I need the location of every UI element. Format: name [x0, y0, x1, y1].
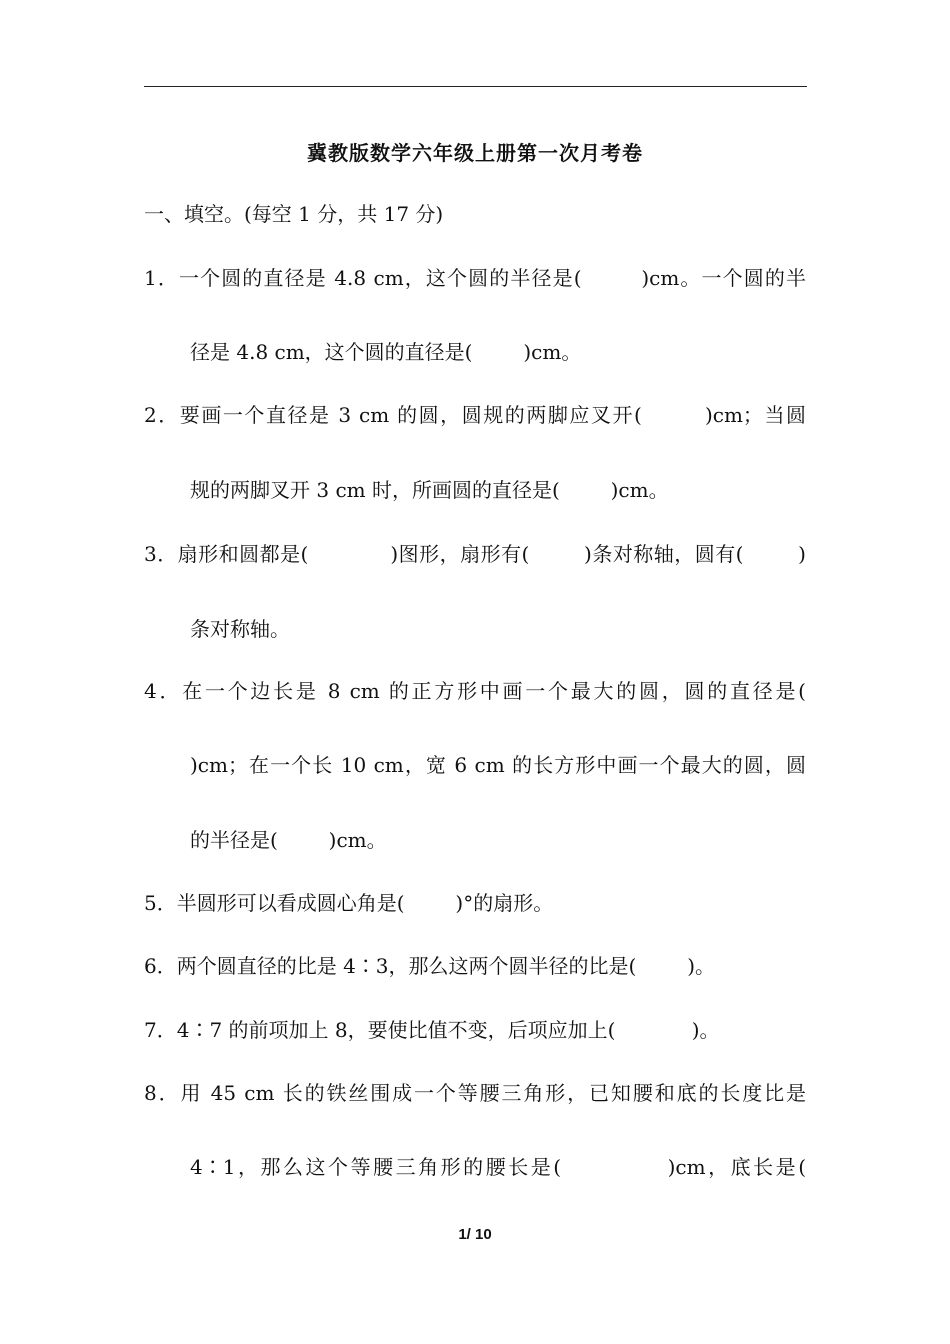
question-2-line-1: 2．要画一个直径是 3 cm 的圆，圆规的两脚应叉开( )cm；当圆: [144, 403, 806, 427]
question-4-line-1: 4．在一个边长是 8 cm 的正方形中画一个最大的圆，圆的直径是(: [144, 679, 806, 703]
question-4-line-3: 的半径是( )cm。: [190, 828, 387, 852]
page-title: 冀教版数学六年级上册第一次月考卷: [307, 141, 643, 165]
section-heading: 一、填空。(每空 1 分，共 17 分): [144, 202, 444, 226]
question-2-line-2: 规的两脚叉开 3 cm 时，所画圆的直径是( )cm。: [190, 478, 669, 502]
question-1-line-2: 径是 4.8 cm，这个圆的直径是( )cm。: [190, 340, 582, 364]
header-rule: [144, 86, 807, 87]
question-1-line-1: 1．一个圆的直径是 4.8 cm，这个圆的半径是( )cm。一个圆的半: [144, 266, 806, 290]
question-4-line-2: )cm；在一个长 10 cm，宽 6 cm 的长方形中画一个最大的圆，圆: [190, 753, 806, 777]
question-5: 5．半圆形可以看成圆心角是( )°的扇形。: [144, 891, 554, 915]
question-8-line-2: 4∶1，那么这个等腰三角形的腰长是( )cm，底长是(: [190, 1155, 806, 1179]
question-3-line-1: 3．扇形和圆都是( )图形，扇形有( )条对称轴，圆有( ): [144, 542, 806, 566]
question-8-line-1: 8．用 45 cm 长的铁丝围成一个等腰三角形，已知腰和底的长度比是: [144, 1081, 806, 1105]
question-6: 6．两个圆直径的比是 4∶3，那么这两个圆半径的比是( )。: [144, 954, 715, 978]
question-7: 7．4∶7 的前项加上 8，要使比值不变，后项应加上( )。: [144, 1018, 720, 1042]
page-number: 1/ 10: [458, 1226, 492, 1243]
question-3-line-2: 条对称轴。: [190, 617, 290, 641]
